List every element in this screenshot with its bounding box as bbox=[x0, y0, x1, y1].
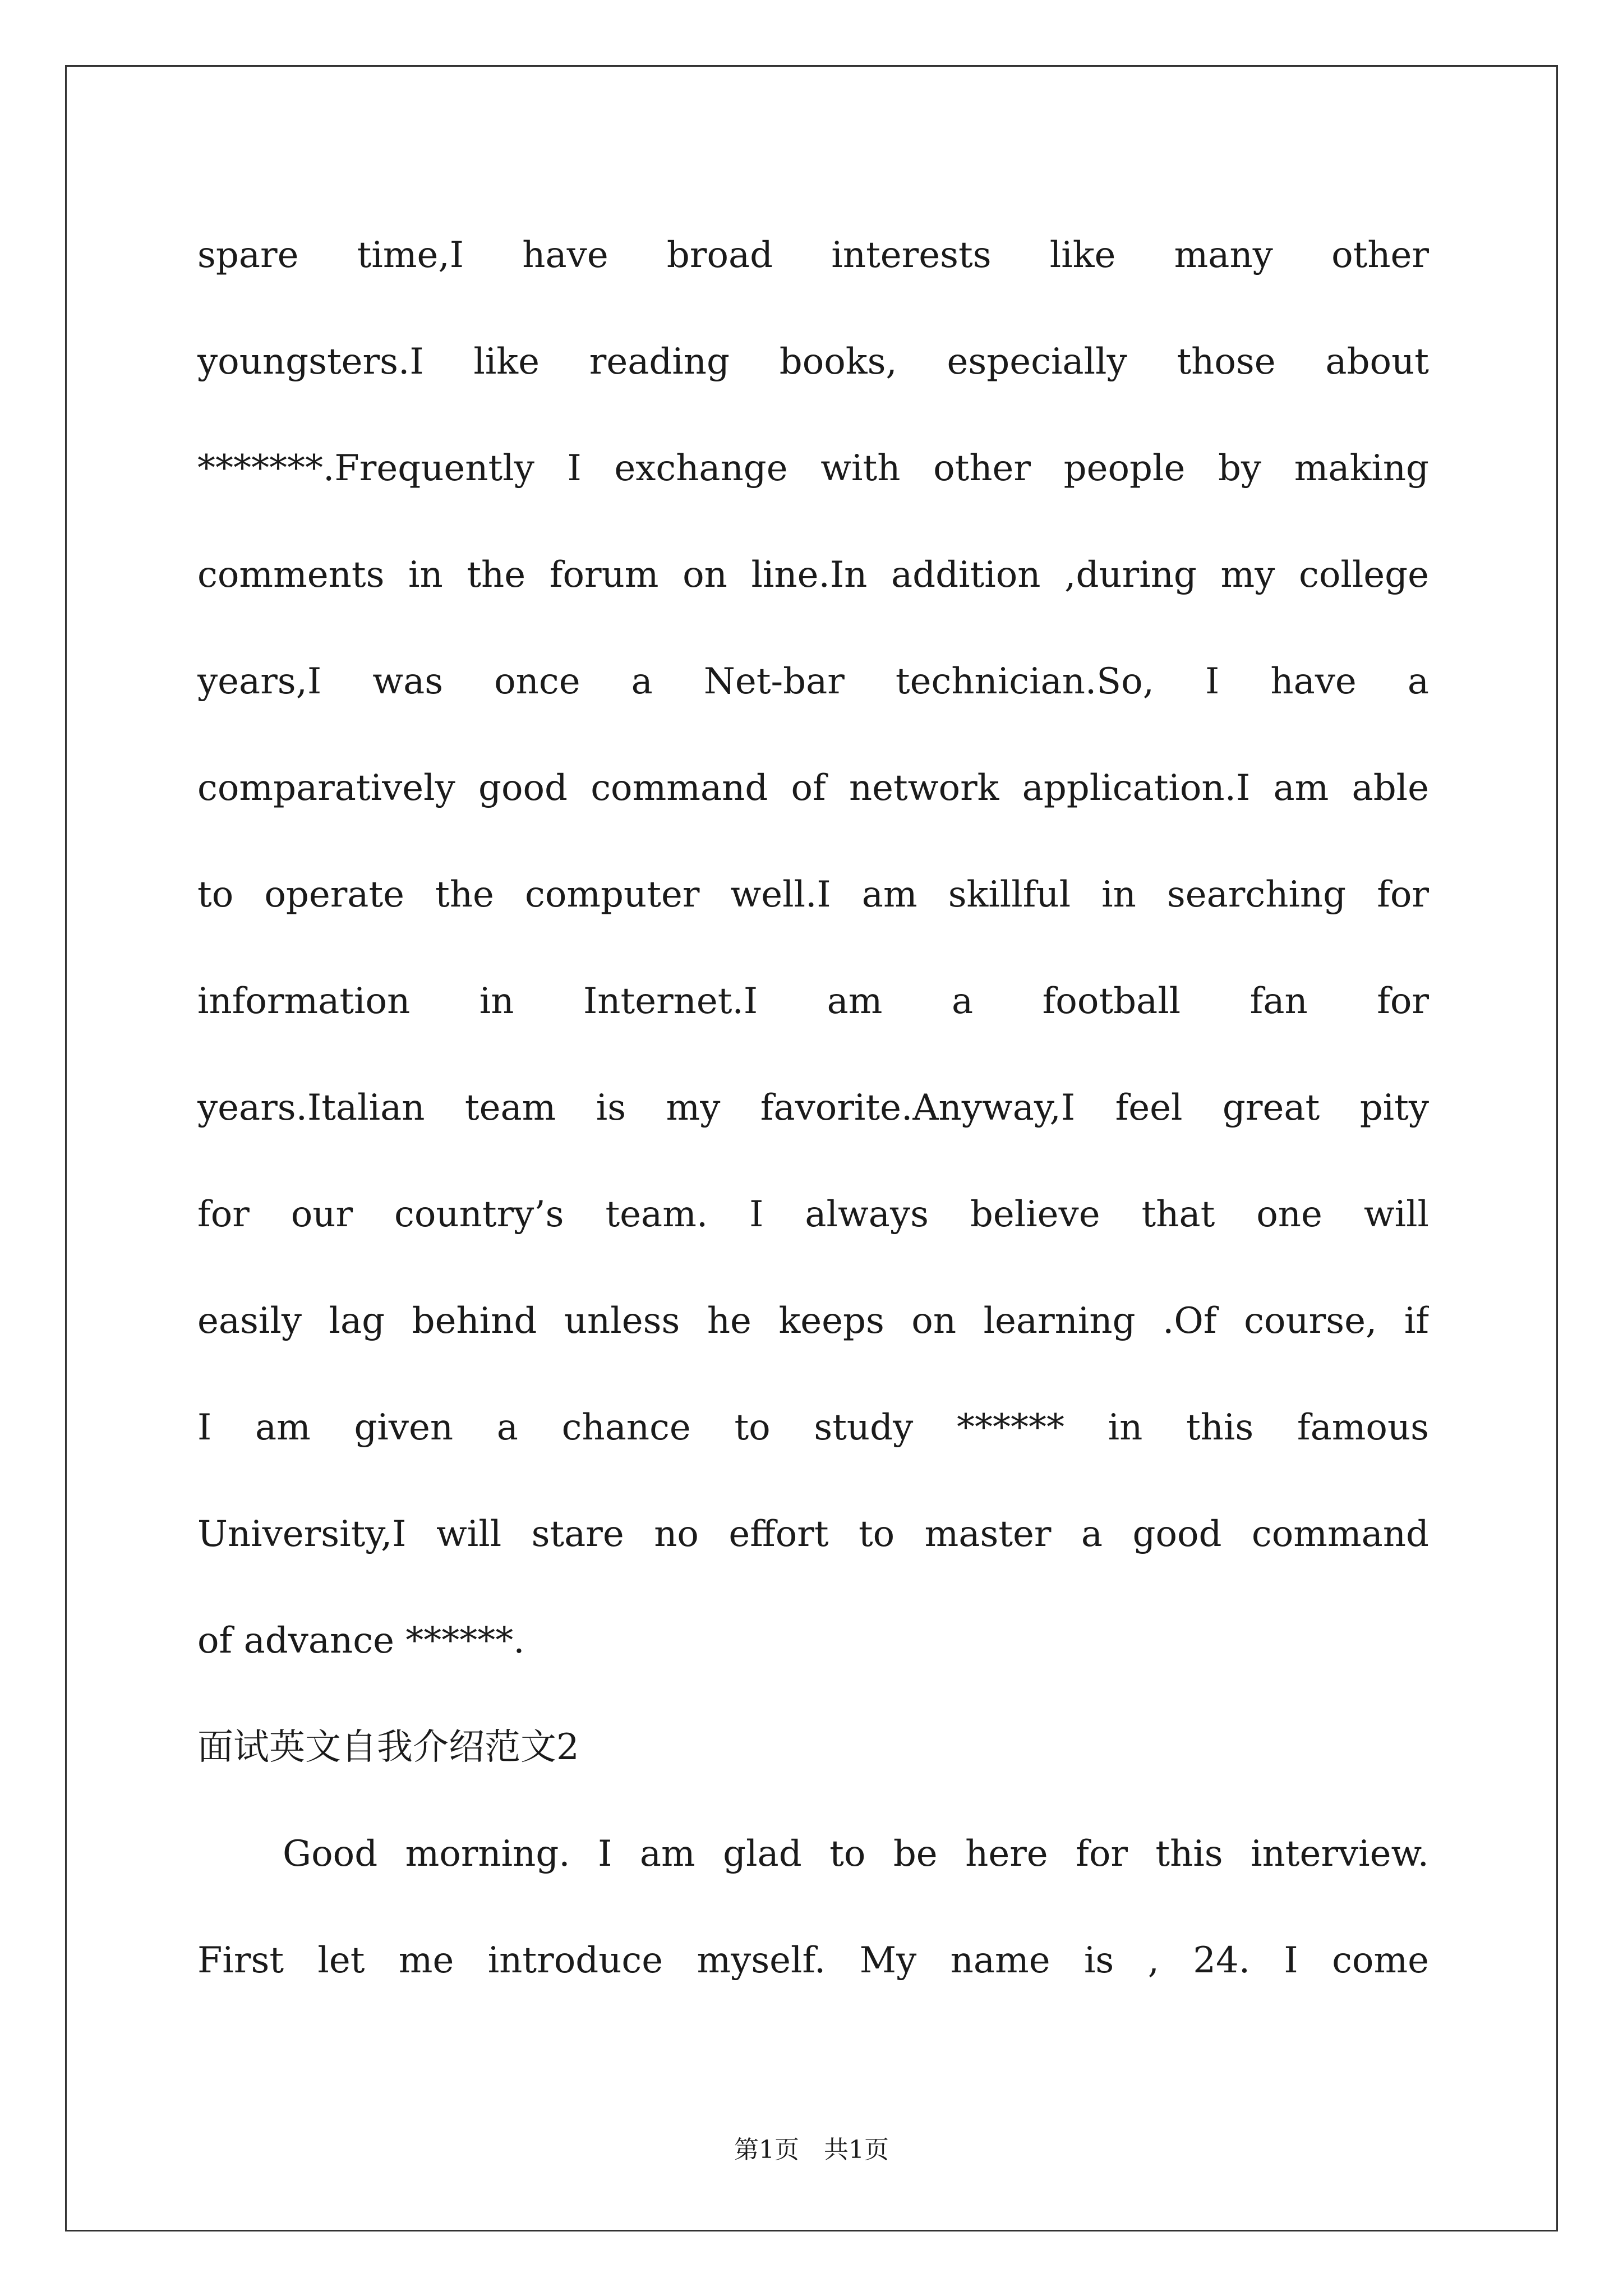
body-line: information in Internet.I am a football fan for bbox=[197, 981, 1429, 1022]
body-line: years.Italian team is my favorite.Anyway,I feel great pity bbox=[197, 1087, 1429, 1129]
body-line: comments in the forum on line.In addition ,during my college bbox=[197, 554, 1429, 596]
body-line: University,I will stare no effort to master a good command bbox=[197, 1513, 1429, 1555]
body-line: First let me introduce myself. My name is , 24. I come bbox=[197, 1940, 1429, 1981]
body-line: to operate the computer well.I am skillful in searching for bbox=[197, 874, 1429, 915]
body-line: years,I was once a Net-bar technician.So, I have a bbox=[197, 661, 1429, 702]
body-line: for our country’s team. I always believe that one will bbox=[197, 1194, 1429, 1235]
body-line: youngsters.I like reading books, especially those about bbox=[197, 341, 1429, 383]
body-line: Good morning. I am glad to be here for this interview. bbox=[283, 1833, 1429, 1875]
body-line: easily lag behind unless he keeps on learning .Of course, if bbox=[197, 1300, 1429, 1342]
body-line: comparatively good command of network application.I am able bbox=[197, 767, 1429, 809]
section-heading: 面试英文自我介绍范文2 bbox=[197, 1727, 579, 1768]
document-body bbox=[197, 202, 1429, 2014]
body-line: *******.Frequently I exchange with other people by making bbox=[197, 448, 1429, 489]
body-line: of advance ******. bbox=[197, 1620, 525, 1662]
body-line: spare time,I have broad interests like many other bbox=[197, 234, 1429, 276]
page-footer: 第1页 共1页 bbox=[734, 2136, 889, 2164]
body-line: I am given a chance to study ****** in this famous bbox=[197, 1407, 1429, 1448]
